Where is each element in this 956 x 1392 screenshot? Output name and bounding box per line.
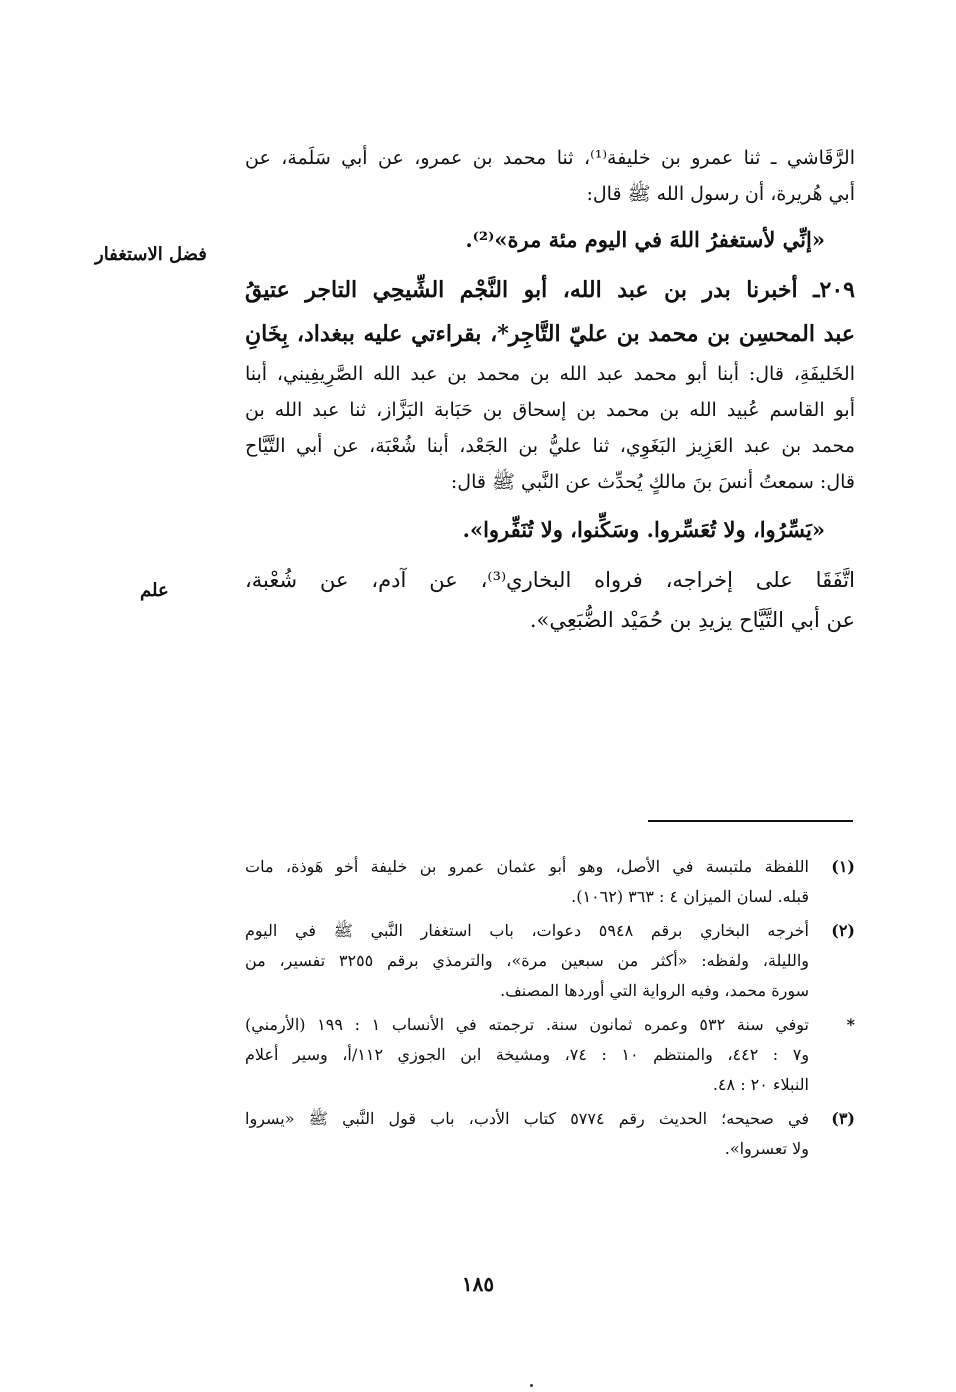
- footnote-line: توفي سنة ٥٣٢ وعمره ثمانون سنة. ترجمته في الأنساب ١ : ١٩٩ (الأرمني): [245, 1015, 809, 1034]
- footnote: [245, 852, 855, 912]
- main-text-line: عن أبي التَّيَّاح يزيدِ بن حُمَيْد الضُّبَعِي».: [529, 608, 855, 632]
- main-text-line: قال: سمعتُ أنسَ بنَ مالكٍ يُحدِّث عن النَّبي ﷺ قال:: [450, 471, 855, 493]
- footnote-line: و٧ : ٤٤٢، والمنتظم ١٠ : ٧٤، ومشيخة ابن الجوزي ١١٢/أ، وسير أعلام: [245, 1045, 809, 1064]
- footnote-line: والليلة، ولفظه: «أكثر من سبعين مرة»، والترمذي برقم ٣٢٥٥ تفسير، من: [245, 951, 809, 970]
- main-text-line: محمد بن عبد العَزِيز البَغَوِي، ثنا عليُّ بن الجَعْد، أبنا شُعْبَة، عن أبي التَّيَّاح: [245, 435, 855, 457]
- footnote-body: [245, 1104, 809, 1164]
- page-number: ١٨٥: [461, 1272, 495, 1296]
- main-text-line: الخَليفَةِ، قال: أبنا أبو محمد عبد الله بن محمد بن عبد الله الصَّرِيفِيني، أبنا: [245, 363, 855, 385]
- footnote: [245, 1010, 855, 1100]
- main-text-line: أبو القاسم عُبيد الله بن محمد بن إسحاق بن حَبَابة البَزَّاز، ثنا عبد الله بن: [245, 399, 855, 421]
- footnote-line: في صحيحه؛ الحديث رقم ٥٧٧٤ كتاب الأدب، باب قول النَّبي ﷺ «يسروا: [245, 1109, 809, 1128]
- footnotes: [245, 852, 855, 1168]
- footnote-mark: (٣): [831, 1109, 855, 1128]
- footnote-mark: *: [846, 1015, 855, 1034]
- margin-note-ilm: علم: [140, 580, 169, 601]
- main-text-line: أبي هُريرة، أن رسول الله ﷺ قال:: [586, 183, 855, 205]
- margin-note-istighfar: فضل الاستغفار: [95, 244, 207, 265]
- footnote-line: اللفظة ملتبسة في الأصل، وهو أبو عثمان عمرو بن خليفة أخو هَوذة، مات: [245, 857, 809, 876]
- footnote-body: [245, 916, 809, 1006]
- footnote-body: [245, 1010, 809, 1100]
- footnote-mark: (١): [831, 857, 855, 876]
- main-text-line: اتَّفَقَا على إخراجه، فرواه البخاري⁽³⁾، عن آدم، عن شُعْبة،: [245, 568, 855, 592]
- main-text-line: «يَسِّرُوا، ولا تُعَسِّروا. وسَكِّنوا، ولا تُنَفِّروا».: [462, 517, 825, 542]
- footnote-line: أخرجه البخاري برقم ٥٩٤٨ دعوات، باب استغفار النَّبي ﷺ في اليوم: [245, 921, 809, 940]
- main-text: [245, 140, 855, 640]
- footnote-divider: [648, 820, 853, 822]
- main-text-line: ٢٠٩ـ أخبرنا بدر بن عبد الله، أبو النَّجْم الشِّيحِي التاجر عتيقُ: [245, 277, 855, 303]
- footnote: [245, 1104, 855, 1164]
- main-text-line: الرَّقَاشي ـ ثنا عمرو بن خليفة⁽¹⁾، ثنا محمد بن عمرو، عن أبي سَلَمة، عن: [245, 147, 855, 169]
- main-text-line: عبد المحسِن بن محمد بن عليّ التَّاجِر*، بقراءتي عليه ببغداد، بِخَانِ: [245, 321, 855, 347]
- footnote-line: ولا تعسروا».: [724, 1139, 809, 1158]
- footnote-body: [245, 852, 809, 912]
- footnote: [245, 916, 855, 1006]
- print-speck: [530, 1384, 533, 1387]
- footnote-mark: (٢): [831, 921, 855, 940]
- footnote-line: النبلاء ٢٠ : ٤٨.: [712, 1075, 809, 1094]
- footnote-line: سورة محمد، وفيه الرواية التي أوردها المصنف.: [500, 981, 809, 1000]
- main-text-line: «إنِّي لأستغفرُ اللهَ في اليوم مئة مرة»⁽²⁾.: [465, 227, 825, 252]
- footnote-line: قبله. لسان الميزان ٤ : ٣٦٣ (١٠٦٢).: [571, 887, 809, 906]
